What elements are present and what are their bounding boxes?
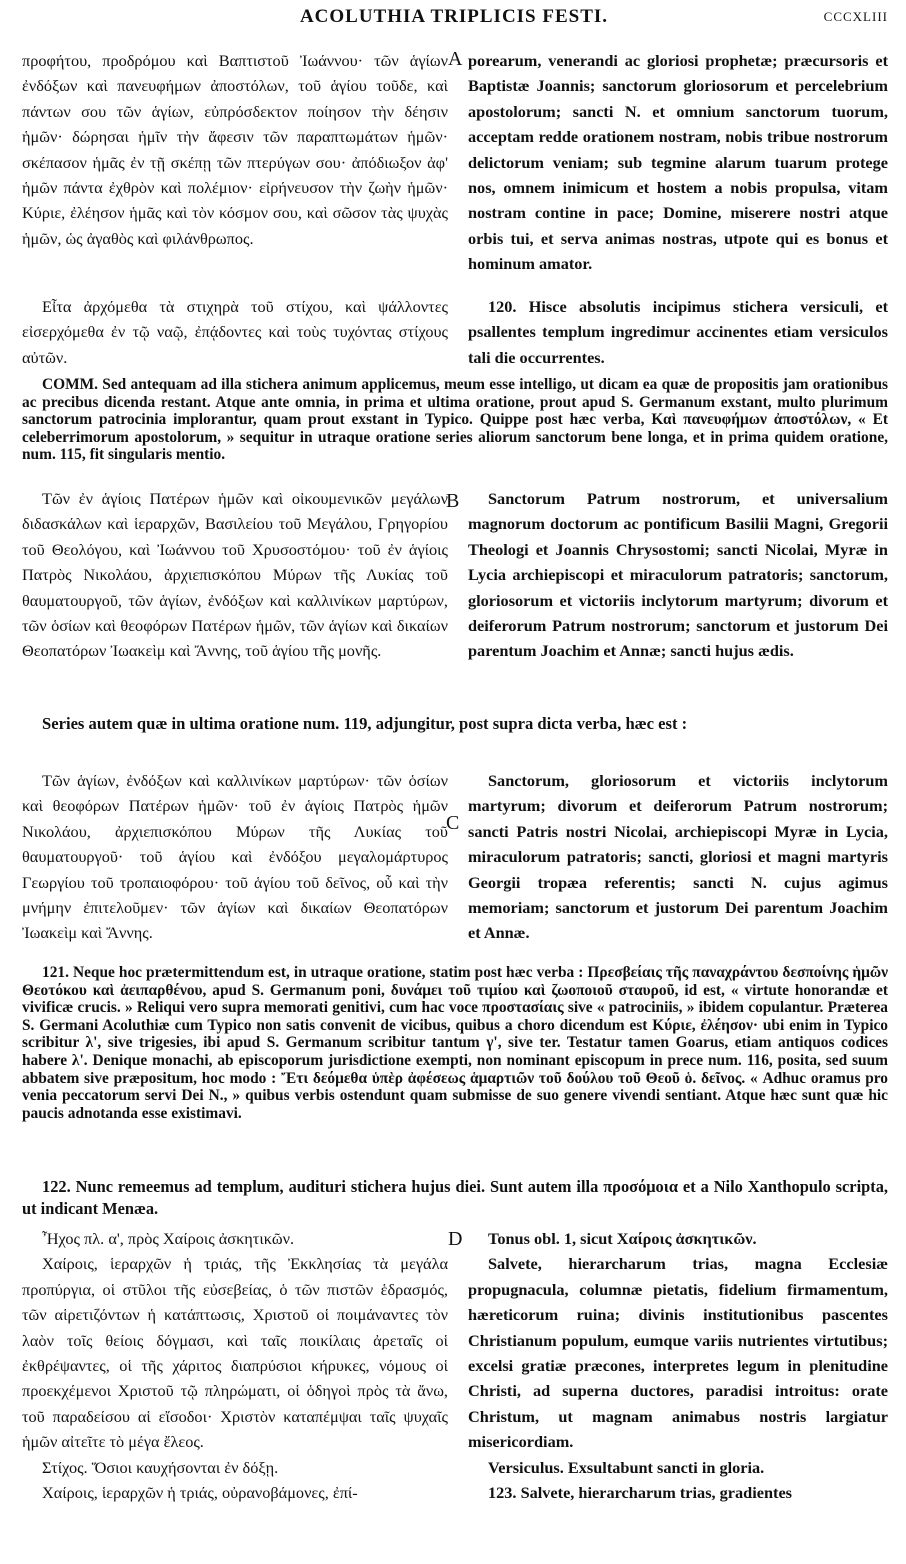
greek-stichos: Στίχος. Ὅσιοι καυχήσονται ἐν δόξῃ. [42,1457,279,1477]
greek-rubric: Εἶτα ἀρχόμεθα τὰ στιχηρὰ τοῦ στίχου, καὶ ψάλλοντες εἰσερχόμεθα ἐν τῷ ναῷ, ἐπᾴδοντες καὶ τοὺς τυχόντας στίχους αὐτῶν. [22,297,448,367]
greek-stichera-body: Χαίροις, ἱεραρχῶν ἡ τριάς, τῆς Ἐκκλησίας τὰ μεγάλα προπύργια, οἱ στῦλοι τῆς εὐσεβείας, ὁ τῶν πιστῶν ἑδρασμός, τῶν αἱρετιζόντων ἡ κατάπτωσις, Χριστοῦ οἱ ποιμάναντες τὸν λαὸν τοῖς θείοις δόγμασι, καὶ ταῖς ποικίλαις ἀρεταῖς οἱ ἐκθρέψαντες, οἱ τῆς χάριτος διαπρύσιοι κήρυκες, νόμους οἱ προεκχέμενοι Χριστοῦ τῷ πληρώματι, οἱ ὁδηγοὶ πρὸς τὰ ἄνω, τοῦ παραδείσου αἱ εἴσοδοι· Χριστὸν καταπέμψαι ταῖς ψυχαῖς ἡμῶν αἰτεῖτε τὸ μέγα ἔλεος. [22,1254,448,1452]
latin-column-2 [468,294,888,372]
commentary-paragraph: COMM. Sed antequam ad illa stichera animum applicemus, meum esse intelligo, ut dicam ea quæ de propositis jam orationibus ac precibus dicenda restant. Atque ante omnia, in prima et ultima oratione, prout apud S. Germanum exstant, multo plurimum sanctorum patrocinia implorantur, quam prout exstant in Typico. Quippe post hæc verba, Καὶ πανευφήμων ἀποστόλων, « Et celeberrimorum apostolorum, » sequitur in utraque oratione series aliorum sanctorum bene longa, et in prima quidem oratione, num. 115, fit singularis mentio. [22,376,888,464]
paragraph-122 [22,1176,888,1222]
latin-paragraph: porearum, venerandi ac gloriosi prophetæ; præcursoris et Baptistæ Joannis; sanctorum gloriosorum et percelebrium apostolorum; sancti N. et omnium sanctorum tuorum, acceptam redde orationem nostram, nobis tribue nostrorum delictorum veniam; sub tegmine alarum tuarum protege nos, omnem inimicum et hostem a nobis propulsa, vitam nostram contine in pace; Domine, miserere nostri atque orbis tui, et serva animas nostras, utpote qui es bonus et hominum amator. [468,51,888,274]
greek-stichera-next: Χαίροις, ἱεραρχῶν ἡ τριάς, οὐρανοβάμονες, ἐπί- [42,1483,358,1503]
stichera-intro: 122. Nunc remeemus ad templum, audituri stichera hujus diei. Sunt autem illa προσόμοια et a Nilo Xanthopulo scripta, ut indicant Menæa. [22,1177,888,1218]
latin-column-4 [468,768,888,960]
latin-column-5 [468,1226,888,1560]
greek-column-1 [22,48,448,278]
greek-paragraph: Τῶν ἁγίων, ἐνδόξων καὶ καλλινίκων μαρτύρων· τῶν ὁσίων καὶ θεοφόρων Πατέρων ἡμῶν· τοῦ ἐν ἁγίοις Πατρὸς ἡμῶν Νικολάου, ἀρχιεπισκόπου Μύρων τῆς Λυκίας τοῦ θαυματουργοῦ· τοῦ ἁγίου καὶ ἐνδόξου μεγαλομάρτυρος Γεωργίου τοῦ τροπαιοφόρου· τοῦ ἁγίου τοῦ δεῖνος, οὗ καὶ τὴν μνήμην ἐπιτελοῦμεν· τῶν ἁγίων καὶ δικαίων Θεοπατόρων Ἰωακεὶμ καὶ Ἄννης. [22,771,448,943]
latin-paragraph: Sanctorum Patrum nostrorum, et universalium magnorum doctorum ac pontificum Basilii Magni, Gregorii Theologi et Joannis Chrysostomi; sancti Nicolai, Myræ in Lycia archiepiscopi et miraculorum patratoris; sanctorum, gloriosorum et victoriis inclytorum martyrum; divorum et deiferorum Patrum nostrorum; sanctorum et justorum Dei parentum Joachim et Annæ; sancti hujus ædis. [468,489,888,661]
margin-marker-a: A [448,48,463,70]
greek-tone-heading: Ἦχος πλ. α', πρὸς Χαίροις ἀσκητικῶν. [42,1229,295,1248]
page-title: ACOLUTHIA TRIPLICIS FESTI. [299,6,609,27]
greek-column-5 [22,1226,448,1560]
latin-column-1 [468,48,888,294]
latin-rubric: 120. Hisce absolutis incipimus stichera versiculi, et psallentes templum ingredimur accinentes etiam versiculos tali die occurrentes. [468,297,888,367]
commentary-2 [22,964,888,1172]
margin-marker-d: D [448,1228,463,1250]
running-header [20,6,888,32]
greek-paragraph: προφήτου, προδρόμου καὶ Βαπτιστοῦ Ἰωάννου· τῶν ἁγίων ἐνδόξων καὶ πανευφήμων ἀποστόλων, τοῦ ἁγίου τοῦδε, καὶ πάντων σου τῶν ἁγίων, εὐπρόσδεκτον ποίησον τὴν δέησιν ἡμῶν· δώρησαι ἡμῖν τὴν ἄφεσιν τῶν παραπτωμάτων ἡμῶν· σκέπασον ἡμᾶς ἐν τῇ σκέπῃ τῶν πτερύγων σου· ἀπόδιωξον ἀφ' ἡμῶν πάντα ἐχθρὸν καὶ πολέμιον· εἰρήνευσον τὴν ζωὴν ἡμῶν· Κύριε, ἐλέησον ἡμᾶς καὶ τὸν κόσμον σου, καὶ σῶσον τὰς ψυχὰς ἡμῶν, ὡς ἀγαθὸς καὶ φιλάνθρωπος. [22,51,448,248]
latin-stichera-body: Salvete, hierarcharum trias, magna Ecclesiæ propugnacula, columnæ pietatis, fidelium firmamentum, hæreticorum ruina; divinis institutionibus pascentes Christianum populum, eumque variis nutrientes virtutibus; excelsi gratiæ præcones, interpretes legum in plenitudine Christi, ad superna ductores, paradisi introitus: orate Christum, ut magnam animabus nostris largiatur misericordiam. [468,1254,888,1452]
latin-paragraph: Sanctorum, gloriosorum et victoriis inclytorum martyrum; divorum et deiferorum Patrum nostrorum; sancti Patris nostri Nicolai, archiepiscopi Myræ in Lycia, miraculorum patratoris; sancti, gloriosi et magni martyris Georgii tropæa referentis; sancti N. cujus agimus memoriam; sanctorum et justorum Dei parentum Joachim et Annæ. [468,771,888,943]
greek-column-2 [22,294,448,372]
latin-column-3 [468,486,888,716]
greek-column-3 [22,486,448,716]
latin-stichera-next: 123. Salvete, hierarcharum trias, gradientes [488,1483,793,1503]
greek-paragraph: Τῶν ἐν ἁγίοις Πατέρων ἡμῶν καὶ οἰκουμενικῶν μεγάλων διδασκάλων καὶ ἱεραρχῶν, Βασιλείου τοῦ Μεγάλου, Γρηγορίου τοῦ Θεολόγου, καὶ Ἰωάννου τοῦ Χρυσοστόμου· τοῦ ἐν ἁγίοις Πατρὸς Νικολάου, ἀρχιεπισκόπου Μύρων τῆς Λυκίας τοῦ θαυματουργοῦ, τῶν ἁγίων, ἐνδόξων καὶ καλλινίκων μαρτύρων, τῶν ὁσίων καὶ θεοφόρων Πατέρων ἡμῶν, τῶν ἁγίων καὶ δικαίων Θεοπατόρων Ἰωακεὶμ καὶ Ἄννης, τοῦ ἁγίου τῆς μονῆς. [22,489,448,661]
series-note [22,712,888,764]
latin-tone-heading: Tonus obl. 1, sicut Χαίροις ἀσκητικῶν. [488,1229,757,1248]
commentary-paragraph: 121. Neque hoc prætermittendum est, in utraque oratione, statim post hæc verba : Πρεσβείαις τῆς παναχράντου δεσποίνης ἡμῶν Θεοτόκου καὶ ἀειπαρθένου, apud S. Germanum poni, δυνάμει τοῦ τιμίου καὶ ζωοποιοῦ σταυροῦ, id est, « virtute honorandæ et vivificæ crucis. » Reliqui vero supra memorati genitivi, cum hac voce προστασίαις sive « patrociniis, » ibidem copulantur. Præterea S. Germani Acoluthiæ cum Typico non satis convenit de vicibus, quibus a choro dicendum est Κύριε, ἐλέησον· ubi enim in Typico scribitur λ', sive trigesies, ibi apud S. Germanum scribitur tantum γ', sive ter. Testatur tamen Goarus, etiam antiquos codices habere λ'. Denique monachi, ab episcoporum jurisdictione exempti, non nominant episcopum in prece num. 116, posita, sed suum abbatem sive præpositum, hoc modo : Ἔτι δεόμεθα ὑπὲρ ἀφέσεως ἁμαρτιῶν τοῦ δούλου τοῦ Θεοῦ ὁ. δεῖνος. « Adhuc oramus pro venia peccatorum servi Dei N., » quibus verbis ostendunt quam submisse de suo genere vivendi sentiant. Atque hæc sunt quæ hic paucis adnotanda esse existimavi. [22,964,888,1122]
margin-marker-c: C [446,812,460,834]
greek-column-4 [22,768,448,956]
latin-versiculus: Versiculus. Exsultabunt sancti in gloria. [488,1457,765,1477]
series-paragraph: Series autem quæ in ultima oratione num. 119, adjungitur, post supra dicta verba, hæc est : [42,714,688,733]
margin-marker-b: B [446,490,460,512]
commentary-1 [22,376,888,482]
page-number: CCCXLIII [823,9,888,24]
